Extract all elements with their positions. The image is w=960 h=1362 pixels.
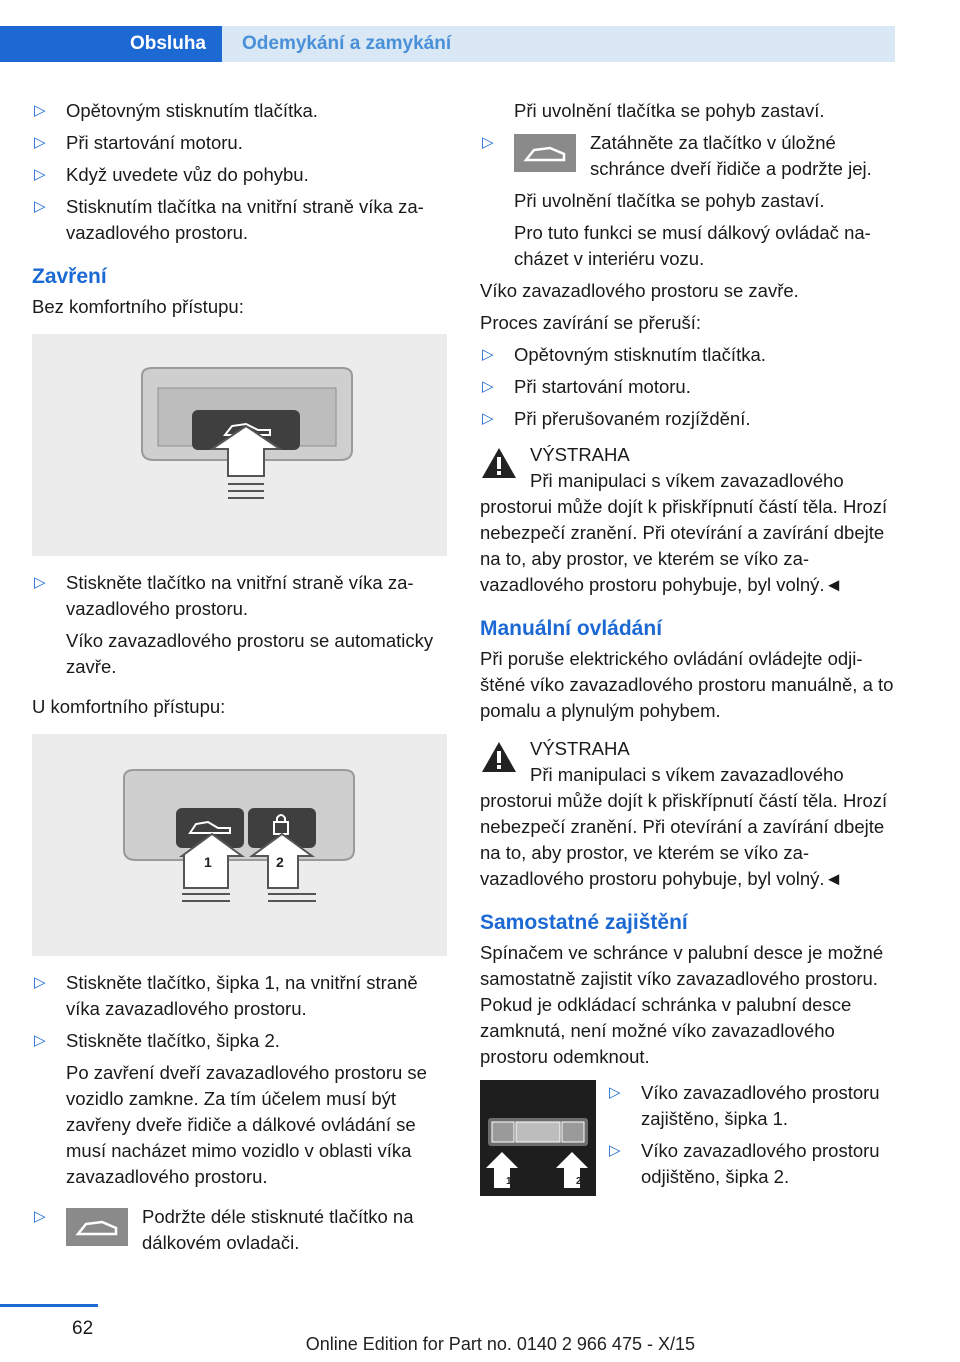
warning-title: VÝSTRAHA bbox=[530, 738, 630, 759]
list-subtext: Při uvolnění tlačítka se pohyb zastaví. bbox=[514, 100, 825, 121]
right-column bbox=[480, 98, 895, 1198]
footer-line bbox=[0, 1304, 98, 1307]
warning-block bbox=[480, 442, 895, 598]
warning-triangle-icon bbox=[480, 446, 518, 487]
no-comfort-label: Bez komfortního přístupu: bbox=[32, 296, 244, 317]
triangle-bullet-icon: ▷ bbox=[34, 134, 46, 151]
trunk-button-illustration bbox=[32, 334, 447, 556]
chapter-tab[interactable] bbox=[0, 26, 222, 62]
triangle-bullet-icon: ▷ bbox=[34, 1032, 46, 1049]
list-item: ▷ Víko zavazadlového prostoru odjištěno, šipka 2. bbox=[609, 1140, 880, 1187]
triangle-bullet-icon: ▷ bbox=[34, 974, 46, 991]
with-comfort-label: U komfortního přístupu: bbox=[32, 696, 226, 717]
manual-heading: Manuální ovládání bbox=[480, 617, 663, 640]
warning-title: VÝSTRAHA bbox=[530, 444, 630, 465]
triangle-bullet-icon: ▷ bbox=[609, 1142, 621, 1159]
door-trunk-button-icon bbox=[514, 134, 576, 179]
list-item: ▷ Opětovným stisknutím tlačítka. bbox=[480, 342, 895, 368]
paragraph: Při poruše elektrického ovládání ovládejte odjištěné víko zavazadlového prostoru manuálně, a to pomalu a plynulým pohybem. bbox=[480, 648, 894, 721]
list-item: ▷ Při přerušovaném rozjíždění. bbox=[480, 406, 895, 432]
list-item: ▷ Zatáhněte za tlačítko v úložné schránce dveří řidiče a podržte jej. bbox=[482, 132, 872, 179]
triangle-bullet-icon: ▷ bbox=[482, 346, 494, 363]
list-item: ▷ Při startování motoru. bbox=[480, 374, 895, 400]
arrow-label-1: 1 bbox=[506, 1176, 512, 1187]
triangle-bullet-icon: ▷ bbox=[34, 198, 46, 215]
warning-triangle-icon bbox=[480, 740, 518, 781]
page-number: 62 bbox=[72, 1318, 94, 1339]
glovebox-switch-illustration bbox=[480, 1080, 596, 1203]
list-item: ▷ Stiskněte tlačítko, šipka 2. bbox=[32, 1028, 447, 1054]
triangle-bullet-icon: ▷ bbox=[482, 378, 494, 395]
close-heading: Zavření bbox=[32, 265, 107, 288]
warning-text: prostorui může dojít k přiskřípnutí částí těla. Hrozí nebezpečí zranění. Při otevírání a zavírání dbejte na to, aby prostor, ve kterém se víko zavazadlového prostoru pohybuje, byl volný.◄ bbox=[480, 496, 888, 595]
chapter-label: Obsluha bbox=[129, 33, 206, 54]
triangle-bullet-icon: ▷ bbox=[609, 1084, 621, 1101]
list-subtext: Pro tuto funkci se musí dálkový ovládač nacházet v interiéru vozu. bbox=[514, 222, 871, 269]
arrow-label-1: 1 bbox=[204, 854, 212, 870]
section-label: Odemykání a zamykání bbox=[242, 33, 452, 54]
list-item: ▷ Podržte déle stisknuté tlačítko na dálkovém ovladači. bbox=[34, 1206, 414, 1253]
remote-trunk-icon bbox=[66, 1208, 128, 1253]
list-item: ▷ Při startování motoru. bbox=[32, 130, 447, 156]
list-item: ▷ Víko zavazadlového prostoru zajištěno, šipka 1. bbox=[609, 1082, 880, 1129]
left-column bbox=[32, 98, 447, 1262]
warning-text: Při manipulaci s víkem zavazadlového bbox=[530, 764, 844, 785]
triangle-bullet-icon: ▷ bbox=[34, 1208, 46, 1225]
warning-text: Při manipulaci s víkem zavazadlového bbox=[530, 470, 844, 491]
secure-section bbox=[480, 1080, 895, 1198]
paragraph: Spínačem ve schránce v palubní desce je možné samostatně zajistit víko zavazadlového prostoru. Pokud je odkládací schránka v palubní desce zamknutá, není možné víko zavazadlového prostoru odemknout. bbox=[480, 942, 884, 1067]
list-item: ▷ Stiskněte tlačítko na vnitřní straně víka zavazadlového prostoru. bbox=[34, 572, 414, 619]
triangle-bullet-icon: ▷ bbox=[482, 410, 494, 427]
triangle-bullet-icon: ▷ bbox=[34, 102, 46, 119]
list-subtext: Při uvolnění tlačítka se pohyb zastaví. bbox=[514, 190, 825, 211]
arrow-label-2: 2 bbox=[576, 1176, 582, 1187]
list-item: ▷ Opětovným stisknutím tlačítka. bbox=[32, 98, 447, 124]
list-item: ▷ Když uvedete vůz do pohybu. bbox=[32, 162, 447, 188]
section-tab[interactable] bbox=[242, 26, 451, 62]
comfort-buttons-illustration bbox=[32, 734, 447, 956]
triangle-bullet-icon: ▷ bbox=[34, 574, 46, 591]
list-item: ▷ Stisknutím tlačítka na vnitřní straně víka zavazadlového prostoru. bbox=[34, 196, 424, 243]
edition-note: Online Edition for Part no. 0140 2 966 475 - X/15 bbox=[305, 1334, 695, 1354]
arrow-label-2: 2 bbox=[276, 854, 284, 870]
list-item: ▷ Stiskněte tlačítko, šipka 1, na vnitřní straně víka zavazadlového prostoru. bbox=[34, 972, 418, 1019]
secure-heading: Samostatné zajištění bbox=[480, 911, 688, 934]
warning-text: prostorui může dojít k přiskřípnutí částí těla. Hrozí nebezpečí zranění. Při otevírání a zavírání dbejte na to, aby prostor, ve kterém se víko zavazadlového prostoru pohybuje, byl volný.◄ bbox=[480, 790, 888, 889]
triangle-bullet-icon: ▷ bbox=[482, 134, 494, 151]
paragraph: Víko zavazadlového prostoru se zavře. bbox=[480, 280, 799, 301]
warning-block bbox=[480, 736, 895, 892]
list-subtext: Po zavření dveří zavazadlového prostoru se vozidlo zamkne. Za tím účelem musí být zavřeny dveře řidiče a dálkové ovládání se musí nacházet mimo vozidlo v oblasti víka zavazadlového prostoru. bbox=[66, 1062, 427, 1187]
paragraph: Proces zavírání se přeruší: bbox=[480, 312, 702, 333]
triangle-bullet-icon: ▷ bbox=[34, 166, 46, 183]
list-subtext: Víko zavazadlového prostoru se automaticky zavře. bbox=[66, 630, 434, 677]
